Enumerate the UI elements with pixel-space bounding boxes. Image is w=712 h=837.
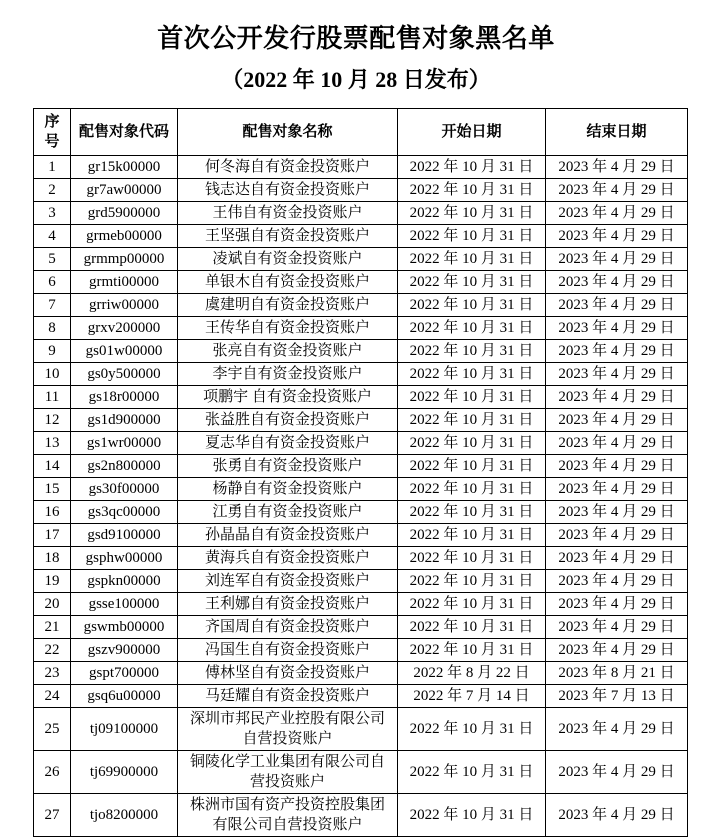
cell-code: tj09100000 (71, 708, 178, 751)
cell-seq: 26 (34, 751, 71, 794)
cell-end-date: 2023 年 4 月 29 日 (546, 386, 688, 409)
cell-end-date: 2023 年 4 月 29 日 (546, 225, 688, 248)
cell-end-date: 2023 年 4 月 29 日 (546, 202, 688, 225)
col-header-code: 配售对象代码 (71, 109, 178, 156)
cell-start-date: 2022 年 10 月 31 日 (398, 317, 546, 340)
cell-start-date: 2022 年 10 月 31 日 (398, 524, 546, 547)
cell-start-date: 2022 年 10 月 31 日 (398, 248, 546, 271)
cell-name: 张勇自有资金投资账户 (178, 455, 398, 478)
cell-name: 王传华自有资金投资账户 (178, 317, 398, 340)
cell-code: gr15k00000 (71, 156, 178, 179)
cell-end-date: 2023 年 4 月 29 日 (546, 156, 688, 179)
col-header-start: 开始日期 (398, 109, 546, 156)
cell-code: gs1d900000 (71, 409, 178, 432)
cell-start-date: 2022 年 10 月 31 日 (398, 225, 546, 248)
table-row (34, 547, 688, 570)
cell-seq: 6 (34, 271, 71, 294)
cell-seq: 20 (34, 593, 71, 616)
table-row (34, 708, 688, 751)
cell-end-date: 2023 年 4 月 29 日 (546, 708, 688, 751)
cell-name: 齐国周自有资金投资账户 (178, 616, 398, 639)
table-header (34, 109, 688, 156)
cell-name: 冯国生自有资金投资账户 (178, 639, 398, 662)
cell-code: gsse100000 (71, 593, 178, 616)
table-row (34, 294, 688, 317)
table-row (34, 478, 688, 501)
table-header-row (34, 109, 688, 156)
cell-code: gs2n800000 (71, 455, 178, 478)
cell-seq: 8 (34, 317, 71, 340)
cell-name: 王坚强自有资金投资账户 (178, 225, 398, 248)
cell-start-date: 2022 年 10 月 31 日 (398, 202, 546, 225)
cell-end-date: 2023 年 8 月 21 日 (546, 662, 688, 685)
cell-start-date: 2022 年 10 月 31 日 (398, 570, 546, 593)
cell-end-date: 2023 年 4 月 29 日 (546, 794, 688, 837)
table-row (34, 202, 688, 225)
cell-code: tjo8200000 (71, 794, 178, 837)
cell-name: 王利娜自有资金投资账户 (178, 593, 398, 616)
cell-seq: 27 (34, 794, 71, 837)
cell-start-date: 2022 年 10 月 31 日 (398, 751, 546, 794)
cell-name: 虞建明自有资金投资账户 (178, 294, 398, 317)
cell-seq: 25 (34, 708, 71, 751)
cell-end-date: 2023 年 4 月 29 日 (546, 317, 688, 340)
cell-code: grmti00000 (71, 271, 178, 294)
table-row (34, 179, 688, 202)
table-row (34, 685, 688, 708)
cell-seq: 23 (34, 662, 71, 685)
cell-end-date: 2023 年 4 月 29 日 (546, 248, 688, 271)
blacklist-table (33, 108, 688, 837)
cell-end-date: 2023 年 4 月 29 日 (546, 501, 688, 524)
table-row (34, 662, 688, 685)
cell-name: 项鹏宇 自有资金投资账户 (178, 386, 398, 409)
cell-name: 单银木自有资金投资账户 (178, 271, 398, 294)
col-header-name: 配售对象名称 (178, 109, 398, 156)
cell-end-date: 2023 年 4 月 29 日 (546, 478, 688, 501)
cell-name: 孙晶晶自有资金投资账户 (178, 524, 398, 547)
cell-seq: 12 (34, 409, 71, 432)
table-row (34, 501, 688, 524)
cell-seq: 9 (34, 340, 71, 363)
table-row (34, 570, 688, 593)
cell-end-date: 2023 年 4 月 29 日 (546, 432, 688, 455)
cell-name: 何冬海自有资金投资账户 (178, 156, 398, 179)
cell-end-date: 2023 年 4 月 29 日 (546, 340, 688, 363)
cell-name: 马廷耀自有资金投资账户 (178, 685, 398, 708)
cell-end-date: 2023 年 4 月 29 日 (546, 547, 688, 570)
table-row (34, 409, 688, 432)
cell-name: 株洲市国有资产投资控股集团有限公司自营投资账户 (178, 794, 398, 837)
cell-name: 张益胜自有资金投资账户 (178, 409, 398, 432)
cell-end-date: 2023 年 4 月 29 日 (546, 455, 688, 478)
table-row (34, 386, 688, 409)
cell-start-date: 2022 年 10 月 31 日 (398, 593, 546, 616)
cell-code: grmeb00000 (71, 225, 178, 248)
cell-code: gs3qc00000 (71, 501, 178, 524)
table-row (34, 794, 688, 837)
table-row (34, 432, 688, 455)
cell-code: gsd9100000 (71, 524, 178, 547)
cell-name: 傅林坚自有资金投资账户 (178, 662, 398, 685)
table-body (34, 156, 688, 837)
cell-seq: 7 (34, 294, 71, 317)
cell-code: tj69900000 (71, 751, 178, 794)
cell-code: grriw00000 (71, 294, 178, 317)
cell-start-date: 2022 年 10 月 31 日 (398, 478, 546, 501)
cell-code: gs01w00000 (71, 340, 178, 363)
cell-name: 张亮自有资金投资账户 (178, 340, 398, 363)
cell-code: gs18r00000 (71, 386, 178, 409)
cell-code: gs30f00000 (71, 478, 178, 501)
cell-seq: 15 (34, 478, 71, 501)
cell-end-date: 2023 年 4 月 29 日 (546, 616, 688, 639)
table-row (34, 593, 688, 616)
cell-start-date: 2022 年 10 月 31 日 (398, 271, 546, 294)
cell-start-date: 2022 年 10 月 31 日 (398, 708, 546, 751)
cell-start-date: 2022 年 10 月 31 日 (398, 616, 546, 639)
cell-name: 深圳市邦民产业控股有限公司自营投资账户 (178, 708, 398, 751)
cell-end-date: 2023 年 4 月 29 日 (546, 271, 688, 294)
cell-end-date: 2023 年 4 月 29 日 (546, 524, 688, 547)
cell-code: gszv900000 (71, 639, 178, 662)
page-subtitle: （2022 年 10 月 28 日发布） (221, 67, 491, 92)
cell-seq: 21 (34, 616, 71, 639)
table-row (34, 271, 688, 294)
cell-end-date: 2023 年 4 月 29 日 (546, 570, 688, 593)
cell-start-date: 2022 年 10 月 31 日 (398, 363, 546, 386)
cell-end-date: 2023 年 4 月 29 日 (546, 639, 688, 662)
cell-seq: 10 (34, 363, 71, 386)
table-row (34, 363, 688, 386)
cell-seq: 17 (34, 524, 71, 547)
cell-end-date: 2023 年 4 月 29 日 (546, 593, 688, 616)
cell-start-date: 2022 年 10 月 31 日 (398, 179, 546, 202)
cell-seq: 24 (34, 685, 71, 708)
cell-code: grxv200000 (71, 317, 178, 340)
cell-end-date: 2023 年 4 月 29 日 (546, 179, 688, 202)
cell-seq: 22 (34, 639, 71, 662)
cell-seq: 5 (34, 248, 71, 271)
table-row (34, 639, 688, 662)
cell-start-date: 2022 年 10 月 31 日 (398, 455, 546, 478)
cell-start-date: 2022 年 10 月 31 日 (398, 794, 546, 837)
cell-start-date: 2022 年 10 月 31 日 (398, 547, 546, 570)
cell-start-date: 2022 年 10 月 31 日 (398, 639, 546, 662)
table-row (34, 455, 688, 478)
table-row (34, 156, 688, 179)
cell-start-date: 2022 年 10 月 31 日 (398, 501, 546, 524)
cell-seq: 3 (34, 202, 71, 225)
cell-start-date: 2022 年 10 月 31 日 (398, 294, 546, 317)
cell-seq: 11 (34, 386, 71, 409)
cell-start-date: 2022 年 10 月 31 日 (398, 156, 546, 179)
cell-code: grmmp00000 (71, 248, 178, 271)
cell-code: gspt700000 (71, 662, 178, 685)
col-header-seq: 序号 (34, 109, 71, 156)
table-row (34, 317, 688, 340)
cell-code: gsq6u00000 (71, 685, 178, 708)
cell-end-date: 2023 年 4 月 29 日 (546, 363, 688, 386)
table-row (34, 248, 688, 271)
cell-code: gs0y500000 (71, 363, 178, 386)
cell-seq: 14 (34, 455, 71, 478)
table-row (34, 340, 688, 363)
cell-name: 江勇自有资金投资账户 (178, 501, 398, 524)
cell-seq: 4 (34, 225, 71, 248)
cell-end-date: 2023 年 4 月 29 日 (546, 409, 688, 432)
cell-code: gswmb00000 (71, 616, 178, 639)
cell-seq: 2 (34, 179, 71, 202)
cell-start-date: 2022 年 10 月 31 日 (398, 432, 546, 455)
cell-name: 刘连军自有资金投资账户 (178, 570, 398, 593)
cell-end-date: 2023 年 4 月 29 日 (546, 294, 688, 317)
cell-seq: 16 (34, 501, 71, 524)
cell-code: gspkn00000 (71, 570, 178, 593)
cell-code: grd5900000 (71, 202, 178, 225)
cell-code: gsphw00000 (71, 547, 178, 570)
page-title: 首次公开发行股票配售对象黑名单 (157, 23, 555, 53)
cell-end-date: 2023 年 4 月 29 日 (546, 751, 688, 794)
cell-start-date: 2022 年 8 月 22 日 (398, 662, 546, 685)
cell-start-date: 2022 年 10 月 31 日 (398, 340, 546, 363)
cell-code: gr7aw00000 (71, 179, 178, 202)
cell-seq: 1 (34, 156, 71, 179)
table-row (34, 524, 688, 547)
cell-name: 王伟自有资金投资账户 (178, 202, 398, 225)
cell-name: 杨静自有资金投资账户 (178, 478, 398, 501)
cell-code: gs1wr00000 (71, 432, 178, 455)
cell-name: 李宇自有资金投资账户 (178, 363, 398, 386)
cell-seq: 18 (34, 547, 71, 570)
cell-start-date: 2022 年 7 月 14 日 (398, 685, 546, 708)
cell-name: 铜陵化学工业集团有限公司自营投资账户 (178, 751, 398, 794)
table-row (34, 751, 688, 794)
table-row (34, 225, 688, 248)
cell-start-date: 2022 年 10 月 31 日 (398, 386, 546, 409)
cell-name: 夏志华自有资金投资账户 (178, 432, 398, 455)
cell-name: 钱志达自有资金投资账户 (178, 179, 398, 202)
cell-start-date: 2022 年 10 月 31 日 (398, 409, 546, 432)
cell-seq: 19 (34, 570, 71, 593)
col-header-end: 结束日期 (546, 109, 688, 156)
cell-end-date: 2023 年 7 月 13 日 (546, 685, 688, 708)
table-row (34, 616, 688, 639)
cell-seq: 13 (34, 432, 71, 455)
cell-name: 黄海兵自有资金投资账户 (178, 547, 398, 570)
cell-name: 凌斌自有资金投资账户 (178, 248, 398, 271)
